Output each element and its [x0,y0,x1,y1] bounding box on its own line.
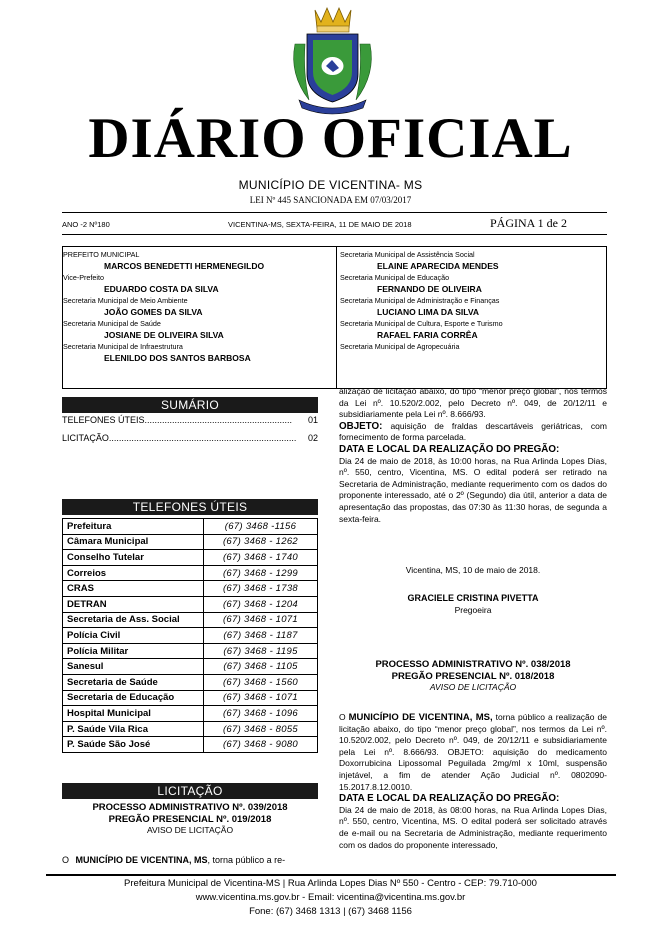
sumario-page: 02 [307,433,318,443]
official-name: RAFAEL FARIA CORRÊA [377,330,478,340]
processo2-title: PROCESSO ADMINISTRATIVO Nº. 038/2018 [375,659,571,670]
official-name: ELENILDO DOS SANTOS BARBOSA [104,353,251,363]
phone-name: Polícia Militar [63,643,204,659]
official-name: FERNANDO DE OLIVEIRA [377,284,482,294]
phone-number: (67) 3468 - 1071 [204,690,318,706]
sumario-label: TELEFONES ÚTEIS [62,415,145,425]
processo-title: PROCESSO ADMINISTRATIVO Nº. 039/2018 [92,802,288,813]
official-name: MARCOS BENEDETTI HERMENEGILDO [104,261,265,271]
table-row [63,706,318,722]
official-name: EDUARDO COSTA DA SILVA [104,284,219,294]
phone-name: CRAS [63,581,204,597]
intro2-entity: MUNICÍPIO DE VICENTINA, MS, [348,712,493,723]
data2-text: Dia 24 de maio de 2018, às 08:00 horas, na Rua Arlinda Lopes Dias, nº. 550, centro, Vicentina, MS. O edital poderá ser solicitado através de e-mail ou na Secretaria de Administração, mediante requerimento com os dados do proponente interessado, [339,804,607,850]
sumario-leader: ........................................................................... [108,433,297,443]
data-local-heading: DATA E LOCAL DA REALIZAÇÃO DO PREGÃO: [339,443,560,455]
officials-box [62,246,607,389]
licitacao-heading: LICITAÇÃO [62,783,318,799]
officials-left-column [63,250,264,365]
phone-name: Prefeitura [63,519,204,535]
official-role: Secretaria Municipal de Saúde [63,319,161,328]
table-row [63,534,318,550]
sumario-row[interactable] [62,414,318,426]
intro2-prefix: O [339,712,349,722]
phone-number: (67) 3468 - 1187 [204,628,318,644]
table-row [63,628,318,644]
phone-name: P. Saúde Vila Rica [63,721,204,737]
phone-name: Hospital Municipal [63,706,204,722]
phone-number: (67) 3468 - 9080 [204,737,318,753]
legal-basis-paragraph: alização de licitação abaixo, do tipo “menor preço global”, nos termos da Lei nº. 10.520/2.002, pelo Decreto nº. 049, de 20/12/11 e subsidiariamente pela Lei nº. 8.666/93. [339,386,607,420]
sumario-heading: SUMÁRIO [62,397,318,413]
column-divider [336,247,337,388]
phone-number: (67) 3468 - 8055 [204,721,318,737]
phone-number: (67) 3468 - 1299 [204,565,318,581]
sumario-page: 01 [307,415,318,425]
official-role: Secretaria Municipal de Educação [340,273,450,282]
phone-name: Secretaria de Saúde [63,674,204,690]
official-role: Secretaria Municipal de Administração e Finanças [340,296,500,305]
intro-rest: , torna público a re- [207,855,286,865]
table-row [63,612,318,628]
phone-name: Conselho Tutelar [63,550,204,566]
objeto-text: aquisição de fraldas descartáveis geriátricas, com fornecimento de forma parcelada. [339,420,607,443]
table-row [63,643,318,659]
official-role: Vice-Prefeito [63,273,105,282]
official-name: JOÃO GOMES DA SILVA [104,307,203,317]
telefones-heading: TELEFONES ÚTEIS [62,499,318,515]
official-name: JOSIANE DE OLIVEIRA SILVA [104,330,224,340]
licitacao-038-body [339,712,607,851]
signer-role: Pregoeira [454,605,492,615]
intro-entity: MUNICÍPIO DE VICENTINA, MS [75,855,208,865]
table-row [63,596,318,612]
phone-number: (67) 3468 - 1560 [204,674,318,690]
licitacao-038-header [339,659,607,694]
licitacao-left-block [62,802,318,836]
footer-rule [46,874,616,876]
phone-number: (67) 3468 - 1738 [204,581,318,597]
phone-table [62,518,318,753]
pregao2-title: PREGÃO PRESENCIAL Nº. 018/2018 [391,670,555,682]
phone-number: (67) 3468 - 1262 [204,534,318,550]
sumario-list [62,414,318,444]
edition-date: VICENTINA-MS, SEXTA-FEIRA, 11 DE MAIO DE 2018 [228,220,412,229]
data-local-text: Dia 24 de maio de 2018, às 10:00 horas, na Rua Arlinda Lopes Dias, nº. 550, centro, Vicentina, MS. O edital poderá ser retirado na Secretaria de Administração, mediante requerimento com os dados do proponente interessado, até o 2º (Segundo) dia útil, anterior a data de apresentação das propostas, das 07:30 às 11:30 horas, de segunda a sexta-feira. [339,455,607,524]
aviso-label: AVISO DE LICITAÇÃO [146,825,234,836]
phone-name: P. Saúde São José [63,737,204,753]
bottom-rule [62,234,607,235]
phone-number: (67) 3468 - 1071 [204,612,318,628]
footer-phones: Fone: (67) 3468 1313 | (67) 3468 1156 [249,906,412,917]
phone-number: (67) 3468 - 1740 [204,550,318,566]
phone-name: DETRAN [63,596,204,612]
masthead-title: DIÁRIO OFICIAL [88,107,573,170]
footer-web: www.vicentina.ms.gov.br - Email: vicentina@vicentina.ms.gov.br [195,892,466,903]
table-row [63,565,318,581]
official-role: Secretaria Municipal de Agropecuária [340,342,460,351]
phone-number: (67) 3468 - 1096 [204,706,318,722]
table-row [63,721,318,737]
top-rule [62,212,607,213]
table-row [63,674,318,690]
footer-address: Prefeitura Municipal de Vicentina-MS | Rua Arlinda Lopes Dias Nº 550 - Centro - CEP: 79.710-000 [124,878,537,889]
phone-number: (67) 3468 - 1204 [204,596,318,612]
sumario-row[interactable] [62,432,318,444]
pregao-title: PREGÃO PRESENCIAL Nº. 019/2018 [108,813,272,825]
place-date: Vicentina, MS, 10 de maio de 2018. [405,565,541,575]
licitacao-039-body [339,386,607,525]
page-indicator: PÁGINA 1 de 2 [490,216,567,230]
edition-number: ANO -2 Nº180 [62,220,110,229]
table-row [63,581,318,597]
phone-name: Polícia Civil [63,628,204,644]
table-row [63,690,318,706]
licitacao-left-intro [62,855,324,865]
phone-name: Câmara Municipal [63,534,204,550]
table-row [63,659,318,675]
data2-heading: DATA E LOCAL DA REALIZAÇÃO DO PREGÃO: [339,793,560,805]
official-role: Secretaria Municipal de Infraestrutura [63,342,183,351]
phone-name: Correios [63,565,204,581]
sumario-label: LICITAÇÃO [62,433,109,443]
table-row [63,519,318,535]
municipal-coat-of-arms [285,4,380,116]
municipality-name: MUNICÍPIO DE VICENTINA- MS [238,178,423,192]
table-row [63,737,318,753]
aviso2-label: AVISO DE LICITAÇÃO [429,682,517,693]
law-reference: LEI Nº 445 SANCIONADA EM 07/03/2017 [249,195,412,205]
phone-name: Secretaria de Ass. Social [63,612,204,628]
phone-number: (67) 3468 - 1105 [204,659,318,675]
phone-number: (67) 3468 -1156 [204,519,318,535]
official-role: Secretaria Municipal de Cultura, Esporte e Turismo [340,319,503,328]
official-role: Secretaria Municipal de Meio Ambiente [63,296,188,305]
edition-row [62,215,607,233]
objeto-label: OBJETO: [339,420,383,432]
sumario-leader: ........................................................... [144,415,293,425]
phone-name: Sanesul [63,659,204,675]
official-role: Secretaria Municipal de Assistência Social [340,250,475,259]
phone-number: (67) 3468 - 1195 [204,643,318,659]
phone-name: Secretaria de Educação [63,690,204,706]
officials-right-column [340,250,503,351]
official-name: ELAINE APARECIDA MENDES [377,261,499,271]
intro-prefix: O [62,855,70,865]
table-row [63,550,318,566]
signer-name: GRACIELE CRISTINA PIVETTA [407,593,539,603]
official-name: LUCIANO LIMA DA SILVA [377,307,479,317]
intro2-rest: torna público a realização de licitação abaixo, do tipo “menor preço global”, nos termos da Lei nº. 10.520/2.002, pelo Decreto nº. 049, de 20/12/11 e subsidiariamente pela Lei nº. 8.666/93. OBJETO: aquisição do medicamento Doxorrubicina Lipossomal Peguilada 2mg/ml x 10ml, suspensão injetável, a fim de atender Ação Judicial nº. 0802090-15.2017.8.12.0010. [339,712,607,792]
official-role: PREFEITO MUNICIPAL [63,250,140,259]
